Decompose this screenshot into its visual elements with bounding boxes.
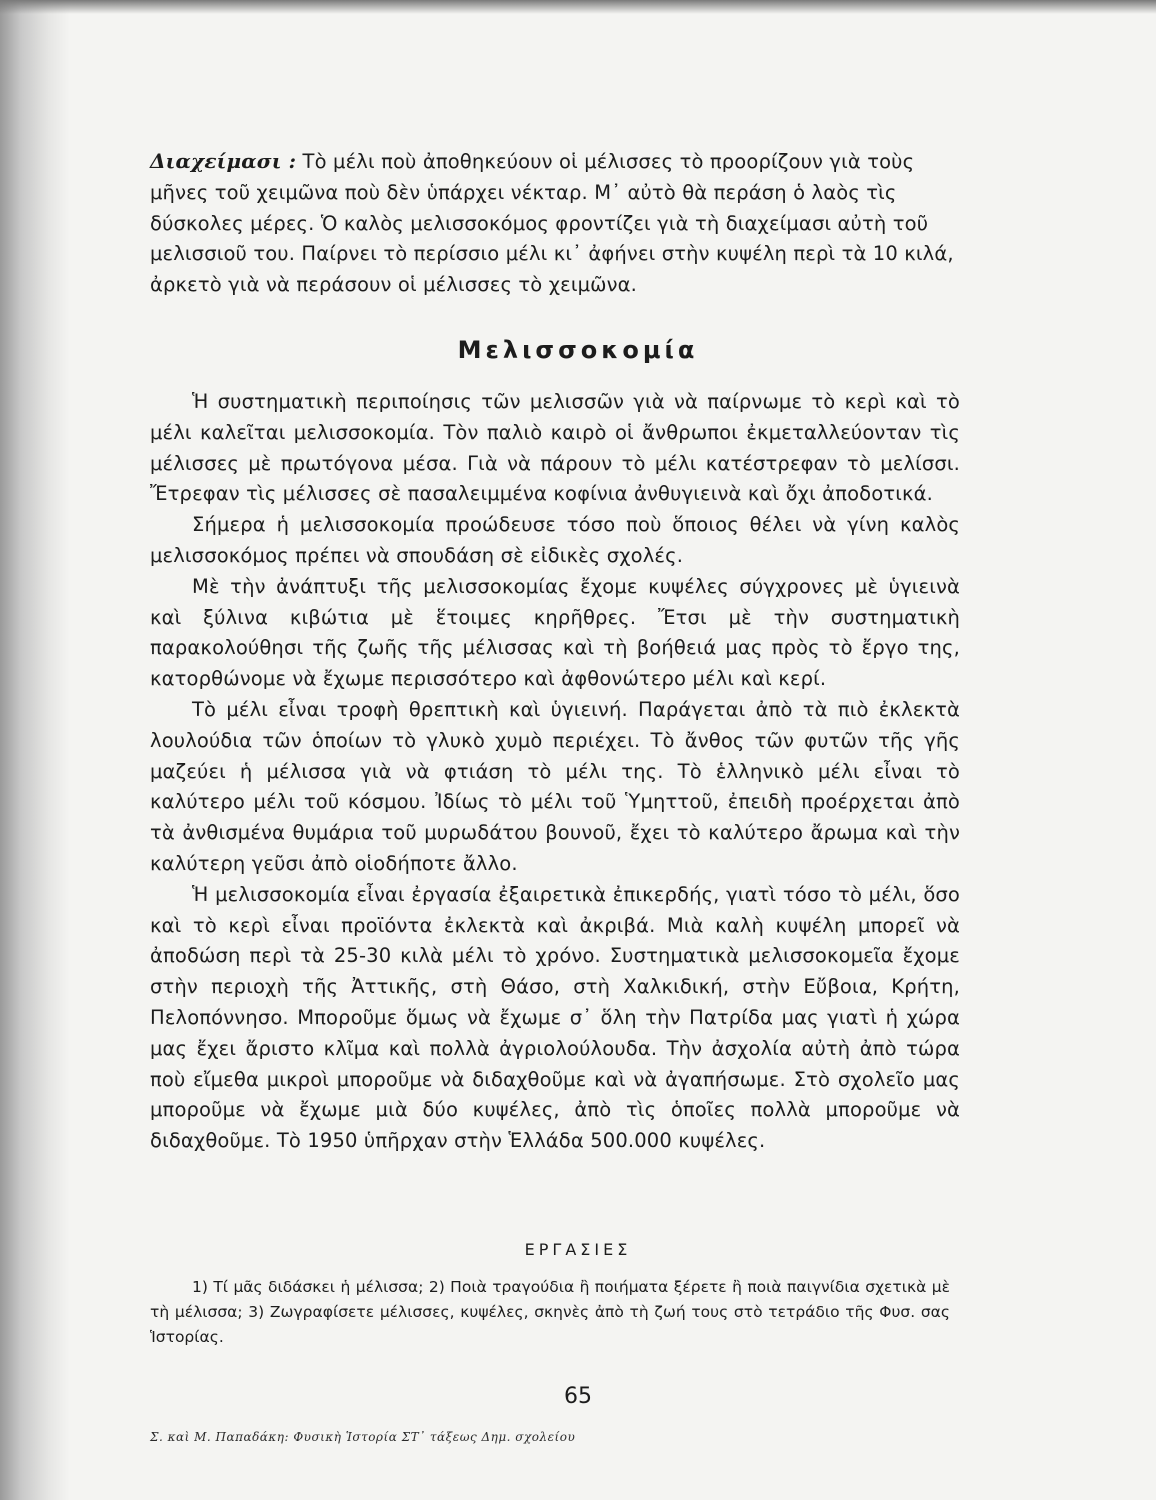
paragraph: Τὸ μέλι εἶναι τροφὴ θρεπτικὴ καὶ ὑγιεινή. Παράγεται ἀπὸ τὰ πιὸ ἐκλεκτὰ λουλούδια τῶν ὁποίων τὸ γλυκὸ χυμὸ περιέχει. Τὸ ἄνθος τῶν φυτῶν τῆς γῆς μαζεύει ἡ μέλισσα γιὰ νὰ φτιάση τὸ μέλι της. Τὸ ἑλληνικὸ μέλι εἶναι τὸ καλύτερο μέλι τοῦ κόσμου. Ἰδίως τὸ μέλι τοῦ Ὑμηττοῦ, ἐπειδὴ προέρχεται ἀπὸ τὰ ἀνθισμένα θυμάρια τοῦ μυρωδάτου βουνοῦ, ἔχει τὸ καλύτερο ἄρωμα καὶ τὴν καλύτερη γεῦσι ἀπὸ οἱοδήποτε ἄλλο. bbox=[150, 697, 960, 875]
tasks-list bbox=[150, 1275, 950, 1350]
intro-lead-term: Διαχείμασι : bbox=[150, 149, 297, 173]
book-gutter-shadow bbox=[0, 0, 70, 1500]
paragraph: Ἡ μελισσοκομία εἶναι ἐργασία ἐξαιρετικὰ ἐπικερδής, γιατὶ τόσο τὸ μέλι, ὅσο καὶ τὸ κερὶ εἶναι προϊόντα ἐκλεκτὰ καὶ ἀκριβά. Μιὰ καλὴ κυψέλη μπορεῖ νὰ ἀποδώση περὶ τὰ 25-30 κιλὰ μέλι τὸ χρόνο. Συστηματικὰ μελισσοκομεῖα ἔχομε στὴν περιοχὴ τῆς Ἀττικῆς, στὴ Θάσο, στὴ Χαλκιδική, στὴν Εὔβοια, Κρήτη, Πελοπόννησο. Μποροῦμε ὅμως νὰ ἔχωμε σ᾽ ὅλη τὴν Πατρίδα μας γιατὶ ἡ χώρα μας ἔχει ἄριστο κλῖμα καὶ πολλὰ ἀγριολούλουδα. Τὴν ἀσχολία αὐτὴ ἀπὸ τώρα ποὺ εἴμεθα μικροὶ μποροῦμε νὰ διδαχθοῦμε καὶ νὰ ἀγαπήσωμε. Στὸ σχολεῖο μας μποροῦμε νὰ ἔχωμε μιὰ δύο κυψέλες, ἀπὸ τὶς ὁποῖες πολλὰ μποροῦμε νὰ διδαχθοῦμε. Τὸ 1950 ὑπῆρχαν στὴν Ἑλλάδα 500.000 κυψέλες. bbox=[150, 882, 960, 1153]
page-number: 65 bbox=[564, 1384, 592, 1409]
page-top-edge bbox=[0, 0, 1156, 14]
body-text bbox=[150, 387, 960, 1157]
section-title: Μελισσοκομία bbox=[457, 336, 699, 364]
paragraph: Σήμερα ἡ μελισσοκομία προώδευσε τόσο ποὺ ὅποιος θέλει νὰ γίνη καλὸς μελισσοκόμος πρέπει νὰ σπουδάση σὲ εἰδικὲς σχολές. bbox=[150, 513, 960, 567]
intro-paragraph bbox=[150, 146, 960, 301]
tasks-text: 1) Τί μᾶς διδάσκει ἡ μέλισσα; 2) Ποιὰ τραγούδια ἢ ποιήματα ξέρετε ἢ ποιὰ παιγνίδια σχετικὰ μὲ τὴ μέλισσα; 3) Ζωγραφίσετε μέλισσες, κυψέλες, σκηνὲς ἀπὸ τὴ ζωή τους στὸ τετράδιο τῆς Φυσ. σας Ἱστορίας. bbox=[150, 1278, 950, 1346]
tasks-heading: ΕΡΓΑΣΙΕΣ bbox=[524, 1240, 632, 1259]
paragraph: Ἡ συστηματικὴ περιποίησις τῶν μελισσῶν γιὰ νὰ παίρνωμε τὸ κερὶ καὶ τὸ μέλι καλεῖται μελισσοκομία. Τὸν παλιὸ καιρὸ οἱ ἄνθρωποι ἐκμεταλλεύονταν τὶς μέλισσες μὲ πρωτόγονα μέσα. Γιὰ νὰ πάρουν τὸ μέλι κατέστρεφαν τὸ μελίσσι. Ἔτρεφαν τὶς μέλισσες σὲ πασαλειμμένα κοφίνια ἀνθυγιεινὰ καὶ ὄχι ἀποδοτικά. bbox=[150, 390, 960, 506]
intro-text: Τὸ μέλι ποὺ ἀποθηκεύουν οἱ μέλισσες τὸ προορίζουν γιὰ τοὺς μῆνες τοῦ χειμῶνα ποὺ δὲν ὑπάρχει νέκταρ. Μ᾽ αὐτὸ θὰ περάση ὁ λαὸς τὶς δύσκολες μέρες. Ὁ καλὸς μελισσοκόμος φροντίζει γιὰ τὴ διαχείμασι αὐτὴ τοῦ μελισσιοῦ του. Παίρνει τὸ περίσσιο μέλι κι᾽ ἀφήνει στὴν κυψέλη περὶ τὰ 10 κιλά, ἀρκετὸ γιὰ νὰ περάσουν οἱ μέλισσες τὸ χειμῶνα. bbox=[150, 150, 954, 297]
paragraph: Μὲ τὴν ἀνάπτυξι τῆς μελισσοκομίας ἔχομε κυψέλες σύγχρονες μὲ ὑγιεινὰ καὶ ξύλινα κιβώτια μὲ ἕτοιμες κηρῆθρες. Ἔτσι μὲ τὴν συστηματικὴ παρακολούθησι τῆς ζωῆς τῆς μέλισσας καὶ τὴ βοήθειά μας πρὸς τὸ ἔργο της, κατορθώνομε νὰ ἔχωμε περισσότερο καὶ ἀφθονώτερο μέλι καὶ κερί. bbox=[150, 574, 960, 691]
footer-citation: Σ. καὶ Μ. Παπαδάκη: Φυσικὴ Ἱστορία ΣΤ᾽ τάξεως Δημ. σχολείου bbox=[150, 1430, 576, 1444]
